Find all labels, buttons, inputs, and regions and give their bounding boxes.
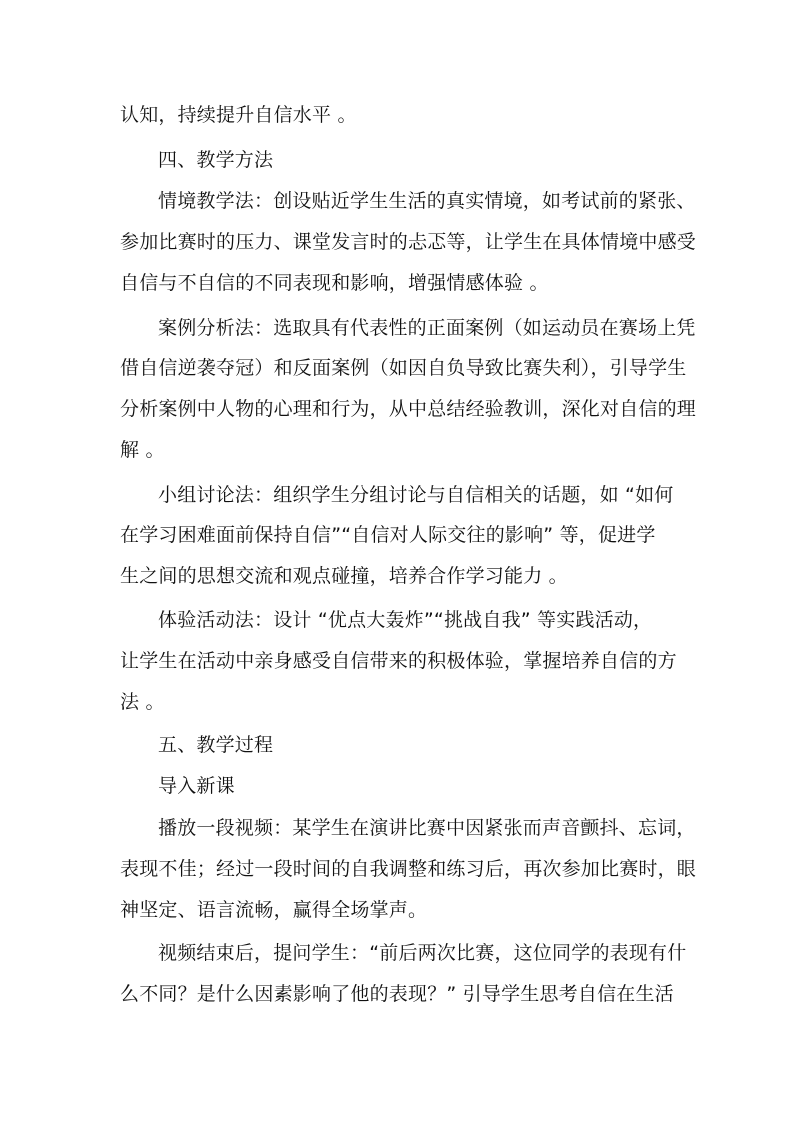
paragraph-line: 借自信逆袭夺冠）和反面案例（如因自负导致比赛失利），引导学生 bbox=[120, 357, 687, 379]
paragraph-line: 参加比赛时的压力、课堂发言时的忐忑等，让学生在具体情境中感受 bbox=[120, 231, 697, 253]
paragraph-line: 么不同？是什么因素影响了他的表现？” 引导学生思考自信在生活 bbox=[120, 983, 674, 1005]
paragraph-line: 表现不佳；经过一段时间的自我调整和练习后，再次参加比赛时，眼 bbox=[120, 858, 697, 880]
paragraph-line: 在学习困难面前保持自信”“自信对人际交往的影响” 等，促进学 bbox=[120, 524, 656, 546]
paragraph-line: 法 。 bbox=[120, 691, 165, 713]
paragraph-line: 分析案例中人物的心理和行为，从中总结经验教训，深化对自信的理 bbox=[120, 398, 697, 420]
paragraph-line: 案例分析法：选取具有代表性的正面案例（如运动员在赛场上凭 bbox=[158, 317, 696, 339]
paragraph-line: 生之间的思想交流和观点碰撞，培养合作学习能力 。 bbox=[120, 565, 568, 587]
section-heading-teaching-process: 五、教学过程 bbox=[158, 734, 274, 756]
paragraph-line: 小组讨论法：组织学生分组讨论与自信相关的话题，如 “如何 bbox=[158, 484, 674, 506]
paragraph-line: 情境教学法：创设贴近学生生活的真实情境，如考试前的紧张、 bbox=[158, 190, 696, 212]
paragraph-line: 体验活动法：设计 “优点大轰炸”“挑战自我” 等实践活动， bbox=[158, 609, 653, 631]
paragraph-line: 解 。 bbox=[120, 439, 165, 461]
section-heading-teaching-methods: 四、教学方法 bbox=[158, 149, 274, 171]
subheading-introduction: 导入新课 bbox=[158, 775, 235, 797]
paragraph-line: 认知，持续提升自信水平 。 bbox=[120, 104, 357, 126]
paragraph-line: 让学生在活动中亲身感受自信带来的积极体验，掌握培养自信的方 bbox=[120, 650, 677, 672]
paragraph-line: 播放一段视频：某学生在演讲比赛中因紧张而声音颤抖、忘词， bbox=[158, 817, 696, 839]
paragraph-line: 视频结束后，提问学生：“前后两次比赛，这位同学的表现有什 bbox=[158, 942, 687, 964]
paragraph-line: 神坚定、语言流畅，赢得全场掌声。 bbox=[120, 899, 428, 921]
paragraph-line: 自信与不自信的不同表现和影响，增强情感体验 。 bbox=[120, 272, 549, 294]
